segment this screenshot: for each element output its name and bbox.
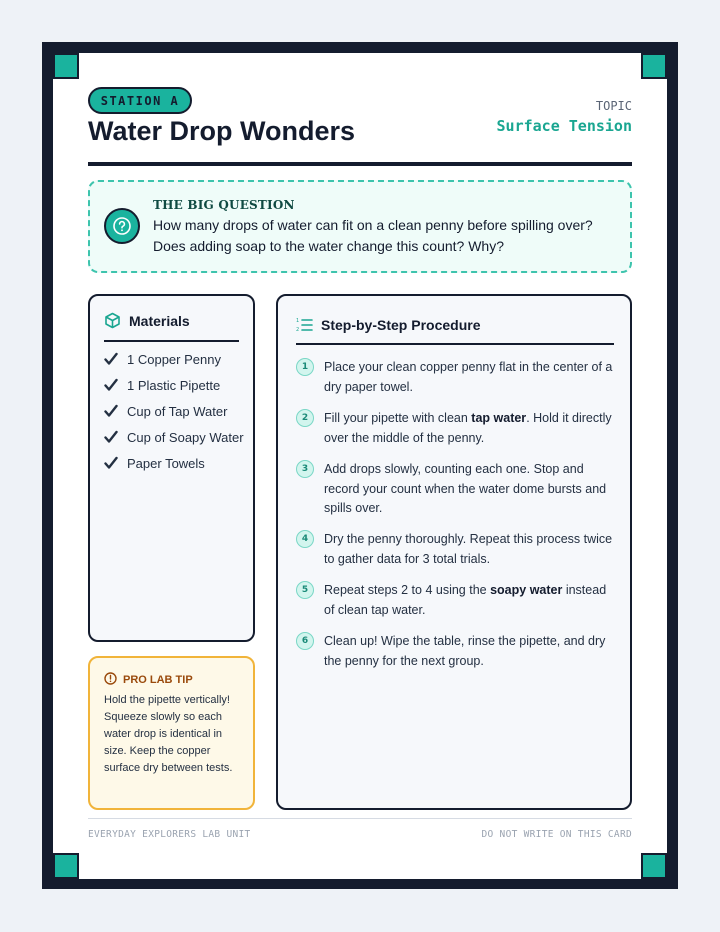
footer-divider xyxy=(88,818,632,819)
pro-lab-tip-panel xyxy=(88,656,255,810)
question-circle-icon xyxy=(104,208,140,244)
materials-panel xyxy=(88,294,255,642)
topic-value: Surface Tension xyxy=(496,117,632,135)
corner-decoration xyxy=(641,53,667,79)
material-label: Cup of Tap Water xyxy=(127,404,228,419)
corner-decoration xyxy=(641,853,667,879)
step-text-part: Repeat steps 2 to 4 using the xyxy=(324,583,491,597)
step-number: 6 xyxy=(296,632,314,650)
step-text-part: Clean up! Wipe the table, rinse the pipette, and dry the penny for the next group. xyxy=(324,634,606,668)
svg-text:2: 2 xyxy=(296,327,300,333)
topic-label: TOPIC xyxy=(595,99,632,113)
big-question-box xyxy=(88,180,632,273)
procedure-header xyxy=(296,314,614,345)
material-label: Cup of Soapy Water xyxy=(127,430,244,445)
step-emphasis: soapy water xyxy=(490,583,563,597)
corner-decoration xyxy=(53,853,79,879)
checkmark-icon xyxy=(104,378,118,396)
title-divider xyxy=(88,162,632,166)
material-label: 1 Copper Penny xyxy=(127,352,221,367)
procedure-panel xyxy=(276,294,632,810)
footer-notice: DO NOT WRITE ON THIS CARD xyxy=(481,829,632,840)
checkmark-icon xyxy=(104,352,118,370)
material-item xyxy=(104,351,244,368)
materials-title: Materials xyxy=(129,313,190,329)
step-text xyxy=(324,358,616,397)
step-text-part: Dry the penny thoroughly. Repeat this process twice to gather data for 3 total trials. xyxy=(324,532,613,566)
step-text-part: instead of clean tap water. xyxy=(324,583,607,617)
step-number: 3 xyxy=(296,460,314,478)
checkmark-icon xyxy=(104,404,118,422)
step-text xyxy=(324,632,616,671)
material-item xyxy=(104,403,244,420)
procedure-title: Step-by-Step Procedure xyxy=(321,317,481,333)
step-text-part: Place your clean copper penny flat in the center of a dry paper towel. xyxy=(324,360,613,394)
checkmark-icon xyxy=(104,456,118,474)
material-item xyxy=(104,429,244,446)
big-question-heading: THE BIG QUESTION xyxy=(153,198,295,212)
big-question-text: How many drops of water can fit on a clean penny before spilling over? Does adding soap to the water change this count? Why? xyxy=(153,217,593,254)
materials-list xyxy=(104,351,244,481)
checkmark-icon xyxy=(104,430,118,448)
tip-heading xyxy=(104,672,193,688)
corner-decoration xyxy=(53,53,79,79)
material-item xyxy=(104,377,244,394)
step-text-part: Fill your pipette with clean xyxy=(324,411,472,425)
material-item xyxy=(104,455,244,472)
step-emphasis: tap water xyxy=(471,411,527,425)
materials-header xyxy=(104,311,239,342)
step-text xyxy=(324,460,616,519)
step-text xyxy=(324,530,616,569)
step-text xyxy=(324,581,616,620)
step-number: 4 xyxy=(296,530,314,548)
step-text xyxy=(324,409,616,448)
station-badge: STATION A xyxy=(88,87,192,114)
step-number: 5 xyxy=(296,581,314,599)
step-text-part: . Hold it directly over the middle of the penny. xyxy=(324,411,612,445)
step-number: 1 xyxy=(296,358,314,376)
step-text-part: Add drops slowly, counting each one. Stop and record your count when the water dome bursts and spills over. xyxy=(324,462,607,515)
alert-circle-icon xyxy=(104,672,117,688)
material-label: Paper Towels xyxy=(127,456,205,471)
page-title: Water Drop Wonders xyxy=(88,116,356,146)
tip-heading-label: PRO LAB TIP xyxy=(123,674,193,686)
tip-text: Hold the pipette vertically! Squeeze slowly so each water drop is identical in size. Keep the copper surface dry between tests. xyxy=(104,694,233,774)
numbered-list-icon xyxy=(296,317,313,337)
cube-icon xyxy=(104,312,121,333)
step-number: 2 xyxy=(296,409,314,427)
material-label: 1 Plastic Pipette xyxy=(127,378,221,393)
footer-unit-label: EVERYDAY EXPLORERS LAB UNIT xyxy=(88,829,251,840)
svg-text:1: 1 xyxy=(296,318,300,324)
